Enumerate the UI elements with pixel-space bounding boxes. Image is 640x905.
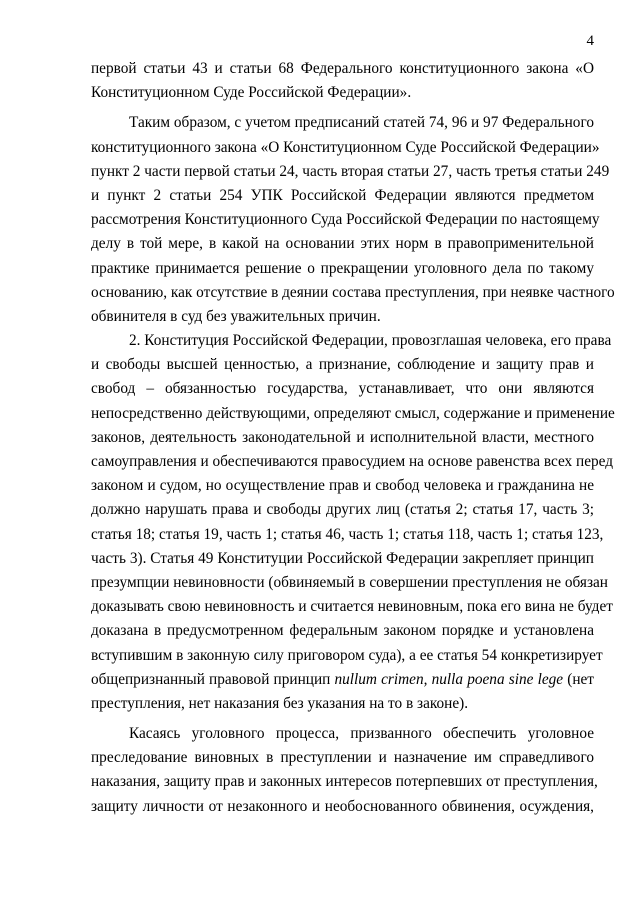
text-line: непосредственно действующими, определяют смысл, содержание и применение <box>91 404 615 422</box>
text-line <box>91 668 594 692</box>
text-line: и свободы высшей ценностью, а признание, соблюдение и защиту прав и <box>91 356 594 374</box>
text-line: презумпции невиновности (обвиняемый в совершении преступления не обязан <box>91 573 608 591</box>
text-line: свобод – обязанностью государства, устанавливает, что они являются <box>91 380 594 398</box>
text-line: вступившим в законную силу приговором суда), а ее статья 54 конкретизирует <box>91 646 603 664</box>
text-line: рассмотрения Конституционного Суда Российской Федерации по настоящему <box>91 211 600 229</box>
text-line: Конституционном Суде Российской Федерации». <box>91 84 412 102</box>
text-line: должно нарушать права и свободы других лиц (статья 2; статья 17, часть 3; <box>91 501 594 519</box>
text-line: статья 18; статья 19, часть 1; статья 46, часть 1; статья 118, часть 1; статья 123, <box>91 525 604 543</box>
text-fragment: (нет <box>563 670 594 688</box>
text-line: 2. Конституция Российской Федерации, провозглашая человека, его права <box>129 332 612 350</box>
text-line: делу в той мере, в какой на основании этих норм в правоприменительной <box>91 235 594 253</box>
text-line: часть 3). Статья 49 Конституции Российской Федерации закрепляет принцип <box>91 549 594 567</box>
page-number: 4 <box>586 33 594 49</box>
text-line: основанию, как отсутствие в деянии состава преступления, при неявке частного <box>91 283 615 301</box>
text-line: преследование виновных в преступлении и назначение им справедливого <box>91 749 594 767</box>
document-body <box>91 57 615 819</box>
text-line: и пункт 2 статьи 254 УПК Российской Федерации являются предметом <box>91 186 594 204</box>
text-line: первой статьи 43 и статьи 68 Федерального конституционного закона «О <box>91 60 594 77</box>
text-line: законом и судом, но осуществление прав и свобод человека и гражданина не <box>91 477 594 495</box>
text-line: Таким образом, с учетом предписаний статей 74, 96 и 97 Федерального <box>129 114 594 132</box>
text-line: обвинителя в суд без уважительных причин. <box>91 307 381 325</box>
text-line: Касаясь уголовного процесса, призванного обеспечить уголовное <box>129 725 594 743</box>
text-line: доказывать свою невиновность и считается невиновным, пока его вина не будет <box>91 598 613 616</box>
text-line: защиту личности от незаконного и необоснованного обвинения, осуждения, <box>91 797 594 815</box>
text-line: практике принимается решение о прекращении уголовного дела по такому <box>91 259 594 277</box>
latin-maxim: nullum crimen, nulla poena sine lege <box>334 670 564 688</box>
text-line: законов, деятельность законодательной и исполнительной власти, местного <box>91 428 594 446</box>
text-line: пункт 2 части первой статьи 24, часть вторая статьи 27, часть третья статьи 249 <box>91 162 610 180</box>
text-line: самоуправления и обеспечиваются правосудием на основе равенства всех перед <box>91 453 614 470</box>
text-line: конституционного закона «О Конституционном Суде Российской Федерации» <box>91 138 600 156</box>
text-line: преступления, нет наказания без указания на то в законе). <box>91 694 469 712</box>
text-line: доказана в предусмотренном федеральным законом порядке и установлена <box>91 622 594 640</box>
text-line: наказания, защиту прав и законных интересов потерпевших от преступления, <box>91 773 598 791</box>
text-fragment: общепризнанный правовой принцип <box>91 670 335 688</box>
